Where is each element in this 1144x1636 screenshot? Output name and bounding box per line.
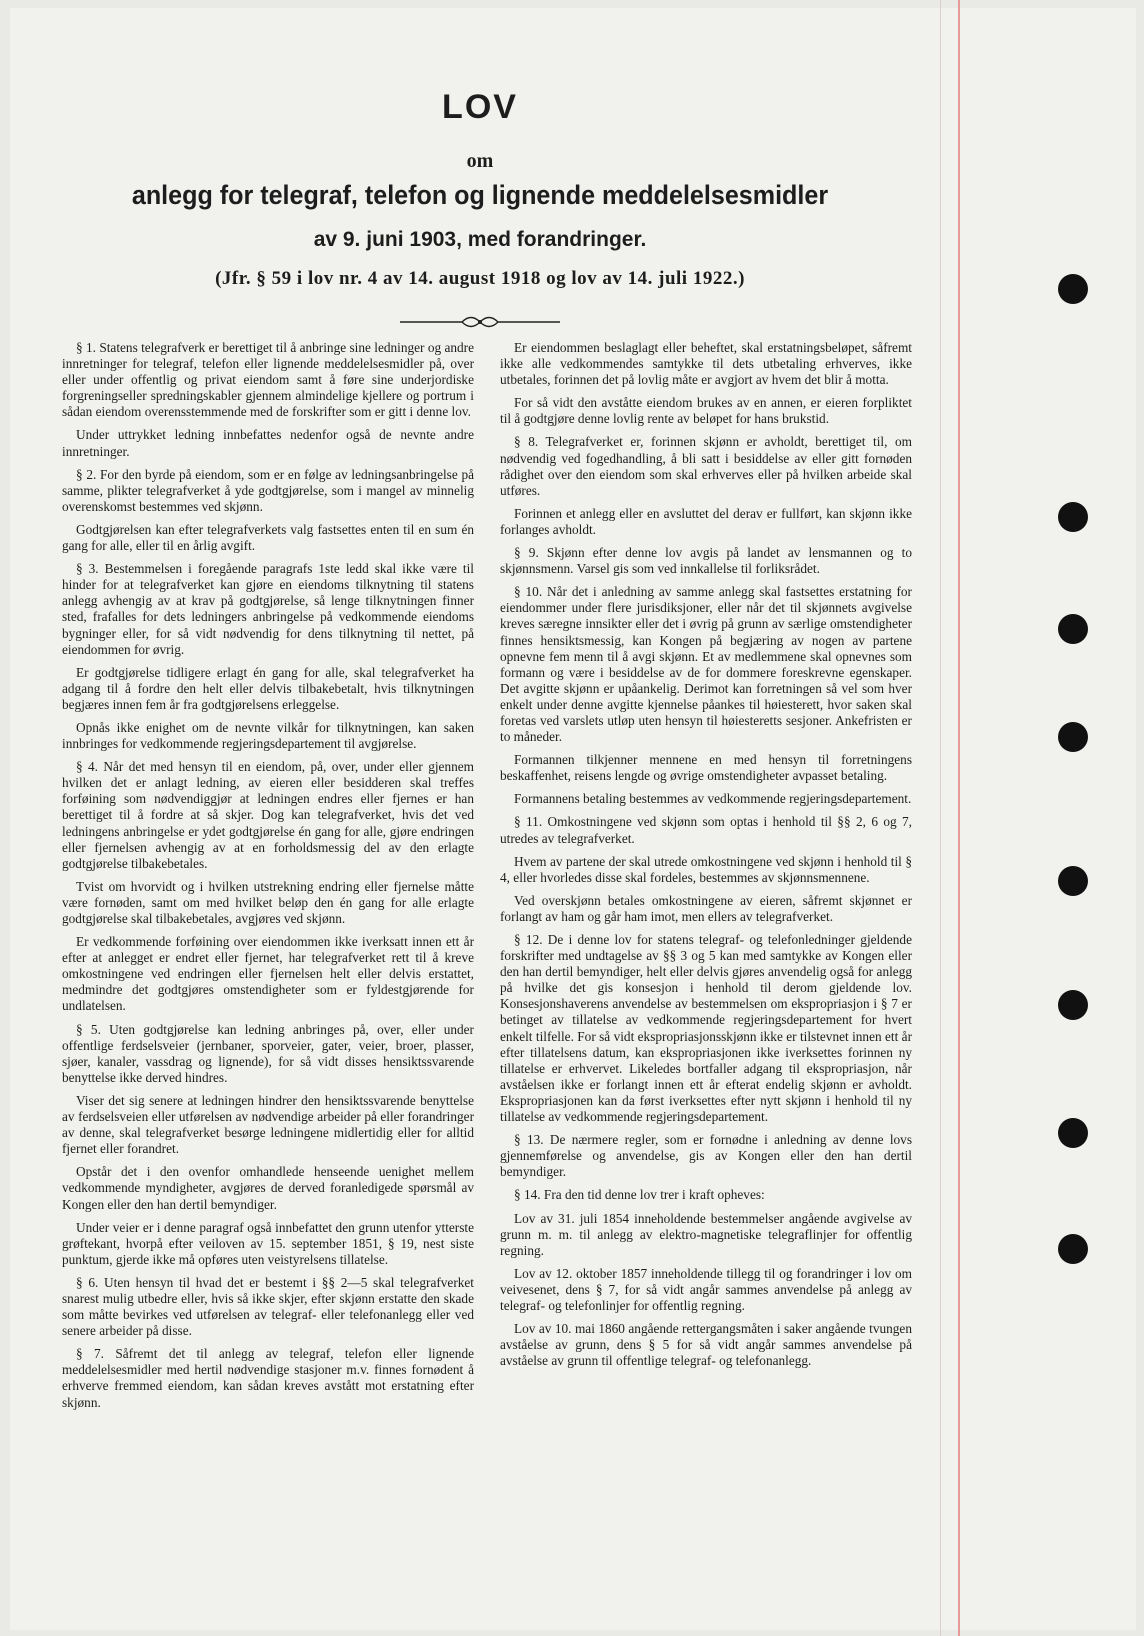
paragraph: § 1. Statens telegrafverk er berettiget til å anbringe sine ledninger og andre innretninger for telegraf, telefon eller lignende meddelelsesmidler på, over eller under offentlig og privat eiendom samt å føre sine underjordiske forgreningseller spredningskabler gjennem almindelige kjellere og portrum i sådan eiendom overensstemmende med de forskrifter som er gitt i denne lov. [62,340,474,420]
paragraph: § 3. Bestemmelsen i foregående paragrafs 1ste ledd skal ikke være til hinder for at telegrafverket kan gjøre en eiendoms tilknytning til statens anlegg avhengig av at krav på godtgjørelse, så lenge tilknytningen finner sted, frafalles for dets ledningers anbringelse på vedkommende eiendoms bygninger eller, for så vidt nødvendig for dens tilknytning til nettet, på eiendommen for øvrig. [62,561,474,657]
paragraph: Under veier er i denne paragraf også innbefattet den grunn utenfor ytterste grøftekant, hvorpå efter veiloven av 15. september 1851, § 19, nest siste punktum, gjerde ikke må opføres uten veistyrelsens tillatelse. [62,1219,474,1267]
title-om: om [466,150,494,172]
paragraph: Formannens betaling bestemmes av vedkommende regjeringsdepartement. [514,791,912,807]
paragraph: Opstår det i den ovenfor omhandlede henseende uenighet mellem vedkommende myndigheter, avgjøres de derved foranledigede spørsmål av Kongen eller den han dertil bemyndiger. [62,1164,474,1212]
paragraph: Lov av 10. mai 1860 angående rettergangsmåten i saker angående tvungen avståelse av grunn, dens § 5 for så vidt angår sammes anvendelse på avståelse av grunn til offentlige telegraf- og telefonanlegg. [500,1321,912,1369]
paragraph: § 7. Såfremt det til anlegg av telegraf, telefon eller lignende meddelelsesmidler med hertil nødvendige stasjoner m.v. finnes fornødent å erhverve fremmed eiendom, kan sådan kreves avstått mot erstatning efter skjønn. [62,1346,474,1410]
paragraph: Formannen tilkjenner mennene en med hensyn til forretningens beskaffenhet, reisens lengde og øvrige omstendigheter avpasset betaling. [500,752,912,784]
punch-hole-4 [1058,722,1088,752]
punch-hole-8 [1058,1234,1088,1264]
paragraph: Under uttrykket ledning innbefattes nedenfor også de nevnte andre innretninger. [62,427,474,459]
left-column [62,340,474,1418]
right-column [500,340,912,1376]
paragraph: Ved overskjønn betales omkostningene av eieren, såfremt skjønnet er forlangt av ham og går ham imot, men ellers av telegrafverket. [500,892,912,924]
paragraph: § 8. Telegrafverket er, forinnen skjønn er avholdt, berettiget til, om nødvendig ved fogedhandling, å bli satt i besiddelse av eller gitt fornøden rådighet over den eiendom som skal erhverves eller på hvilken arbeide skal utføres. [500,434,912,498]
paragraph: § 14. Fra den tid denne lov trer i kraft opheves: [514,1187,765,1203]
punch-hole-3 [1058,614,1088,644]
punch-hole-5 [1058,866,1088,896]
paragraph: Tvist om hvorvidt og i hvilken utstrekning endring eller fjernelse måtte være fornøden, samt om med hvilket beløp den én gang for alle erlagte godtgjørelse skal tilbakebetales, avgjøres ved skjønn. [62,878,474,926]
paragraph: Er godtgjørelse tidligere erlagt én gang for alle, skal telegrafverket ha adgang til å fordre den helt eller delvis tilbakebetalt, hvis tilknytningen begjæres innen fem år fra godtgjørelsens erleggelse. [62,664,474,712]
paragraph: § 12. De i denne lov for statens telegraf- og telefonledninger gjeldende forskrifter med undtagelse av §§ 3 og 5 kan med samtykke av Kongen eller den han dertil bemyndiger, helt eller delvis gjøres anvendelig også for anlegg på hvilke det gis konsesjon i henhold til derom gjeldende lov. Konsesjonshaverens anvendelse av bestemmelsen om ekspropriasjon i § 7 er betinget av tillatelse av vedkommende regjeringsdepartement for hvert enkelt tilfelle. For så vidt ekspropriasjonsskjønn ikke er tilstevnet innen ett år efter tillatelsens datum, kan ekspropriasjonen ikke iverksettes forinnen ny tillatelse er erhvervet. Likeledes bortfaller adgang til ekspropriasjon, når avståelsen ikke er forlangt innen ett år efterat endelig skjønn er avholdt. Ekspropriasjonen kan da først iverksettes efter nytt skjønn i henhold til ny tillatelse av vedkommende regjeringsdepartement. [500,932,912,1125]
paragraph: § 10. Når det i anledning av samme anlegg skal fastsettes erstatning for eiendommer under flere jurisdiksjoner, eller når det til skjønnets avgivelse kreves særegne innsikter eller det i øvrig på grunn av særlige omstendigheter finnes hensiktsmessig, kan Kongen på begjæring av nogen av partene opnevne fem menn til å avgi skjønn. Et av medlemmene skal opnevnes som formann og være i besiddelse av de for dommere foreskrevne egenskaper. Det avgitte skjønn er upåankelig. Derimot kan forretningen så vel som hver enkelt under denne avgitte kjennelse påankes til høiesterett, hvor saken skal foretas ved varslets utløp uten hensyn til høiesteretts sesjoner. Ankefristen er to måneder. [500,584,912,745]
paragraph: Viser det sig senere at ledningen hindrer den hensiktssvarende benyttelse av ferdselsveien eller utførelsen av nødvendige arbeider på eller forandringer av denne, skal telegrafverket besørge ledningene midlertidig eller for alltid fjernet eller forandret. [62,1092,474,1157]
law-reference: (Jfr. § 59 i lov nr. 4 av 14. august 1918 og lov av 14. juli 1922.) [215,268,745,289]
paragraph: § 2. For den byrde på eiendom, som er en følge av ledningsanbringelse på samme, plikter telegrafverket å yde godtgjørelse, som i mangel av minnelig overenskomst bestemmes ved skjønn. [62,466,474,514]
paragraph: § 5. Uten godtgjørelse kan ledning anbringes på, over, eller under offentlige ferdselsveier (jernbaner, sporveier, gater, veier, broer, plasser, sjøer, kanaler, vassdrag og lignende), for så vidt disses hensiktssvarende benyttelse ikke derved hindres. [62,1021,474,1085]
punch-hole-6 [1058,990,1088,1020]
paragraph: Lov av 12. oktober 1857 inneholdende tillegg til og forandringer i lov om veivesenet, dens § 7, for så vidt angår sammes anvendelse på anlegg av telegraf- og telefonlinjer for offentlig regning. [500,1265,912,1313]
paragraph: For så vidt den avståtte eiendom brukes av en annen, er eieren forpliktet til å godtgjøre denne lovlig rente av beløpet for hans brukstid. [500,395,912,427]
ornament-divider-icon [400,314,560,330]
law-date: av 9. juni 1903, med forandringer. [313,228,647,251]
paragraph: § 4. Når det med hensyn til en eiendom, på, over, under eller gjennem hvilken det er anlagt ledning, av eieren eller besidderen skal treffes forføining som nødvendiggjør at ledningen endres eller fjernes er han berettiget til å fordre at så skjer. Dog kan telegrafverket, hvis det ved ledningens anbringelse er ydet godtgjørelse én gang for alle, gjøre endringen eller fjernelsen avhengig av at en forholdsmessig del av den erlagte godtgjørelse tilbakebetales. [62,759,474,871]
paragraph: Opnås ikke enighet om de nevnte vilkår for tilknytningen, kan saken innbringes for vedkommende regjeringsdepartement til avgjørelse. [62,719,474,752]
paragraph: Er vedkommende forføining over eiendommen ikke iverksatt innen ett år efter at anlegget er endret eller fjernet, har telegrafverket rett til å kreve omkostningene ved endringen eller fjernelsen helt eller delvis erstattet, medmindre det godtgjøres omstendigheter som er fyldestgjørende for undlatelsen. [62,934,474,1014]
paragraph: § 6. Uten hensyn til hvad det er bestemt i §§ 2—5 skal telegrafverket snarest mulig utbedre eller, hvis så ikke skjer, efter skjønn erstatte den skade som måtte bevirkes ved utførelsen av telegraf- eller telefonanlegg eller ved senere arbeider på disse. [62,1274,474,1339]
law-title: LOV [442,88,518,126]
paragraph: Godtgjørelsen kan efter telegrafverkets valg fastsettes enten til en sum én gang for alle, eller til en årlig avgift. [62,521,474,554]
paragraph: § 9. Skjønn efter denne lov avgis på landet av lensmannen og to skjønnsmenn. Varsel gis som ved innkallelse til forliksrådet. [500,545,912,577]
punch-hole-1 [1058,274,1088,304]
paragraph: Er eiendommen beslaglagt eller beheftet, skal erstatningsbeløpet, såfremt ikke alle vedkommendes samtykke til dets utbetaling erhverves, ikke utbetales, forinnen det på lovlig måte er avgjort av hvem det blir å motta. [500,340,912,388]
paragraph: Lov av 31. juli 1854 inneholdende bestemmelser angående avgivelse av grunn m. m. til anlegg av elektro-magnetiske telegraflinjer for offentlig regning. [500,1210,912,1258]
punch-hole-7 [1058,1118,1088,1148]
paragraph: Forinnen et anlegg eller en avsluttet del derav er fullført, kan skjønn ikke forlanges avholdt. [500,505,912,537]
paragraph: § 11. Omkostningene ved skjønn som optas i henhold til §§ 2, 6 og 7, utredes av telegrafverket. [500,814,912,846]
punch-hole-2 [1058,502,1088,532]
paragraph: Hvem av partene der skal utrede omkostningene ved skjønn i henhold til § 4, eller hvorledes disse skal fordeles, bestemmes av skjønnsmennene. [500,853,912,885]
paragraph: § 13. De nærmere regler, som er fornødne i anledning av denne lovs gjennemførelse og anvendelse, gis av Kongen eller den han dertil bemyndiger. [500,1132,912,1180]
law-subtitle: anlegg for telegraf, telefon og lignende meddelelsesmidler [131,180,829,210]
